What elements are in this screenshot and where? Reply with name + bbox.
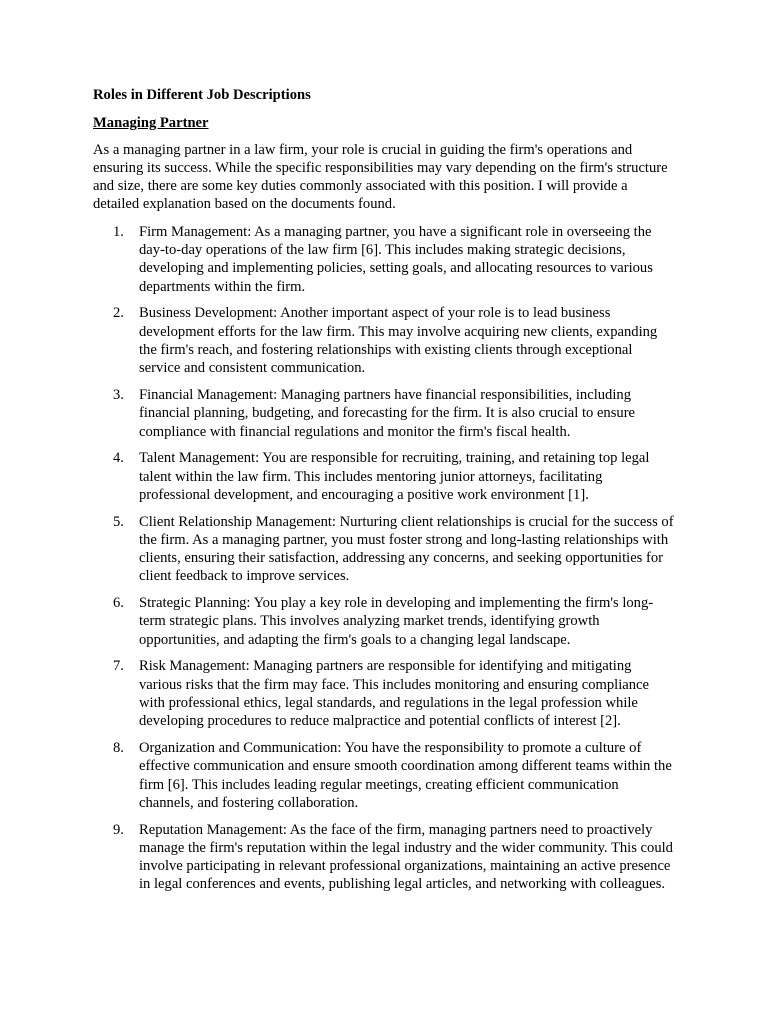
list-item-number: 1. bbox=[113, 223, 124, 240]
list-item bbox=[93, 386, 675, 441]
list-item-text: Financial Management: Managing partners have financial responsibilities, including financial planning, budgeting, and forecasting for the firm. It is also crucial to ensure compliance with financial regulations and monitor the firm's fiscal health. bbox=[139, 386, 636, 440]
list-item-number: 2. bbox=[113, 305, 124, 322]
list-item-text: Reputation Management: As the face of the firm, managing partners need to proactively manage the firm's reputation within the legal industry and the wider community. This could involve participating in relevant professional organizations, maintaining an active presence in legal conferences and events, publishing legal articles, and networking with colleagues. bbox=[139, 821, 673, 893]
list-item bbox=[93, 594, 675, 649]
list-item-number: 8. bbox=[113, 739, 124, 756]
list-item bbox=[93, 304, 675, 377]
document-title: Roles in Different Job Descriptions bbox=[93, 87, 311, 103]
list-item-text: Organization and Communication: You have the responsibility to promote a culture of effective communication and ensure smooth coordination among different teams within the firm [6]. This includes leading regular meetings, creating efficient communication channels, and fostering collaboration. bbox=[139, 739, 672, 811]
list-item-text: Talent Management: You are responsible for recruiting, training, and retaining top legal talent within the law firm. This includes mentoring junior attorneys, facilitating professional development, and encouraging a positive work environment [1]. bbox=[139, 450, 650, 503]
list-item-number: 4. bbox=[113, 450, 124, 467]
document-body bbox=[93, 86, 675, 902]
list-item-number: 6. bbox=[113, 595, 124, 612]
list-item-number: 9. bbox=[113, 821, 124, 838]
list-item-text: Business Development: Another important aspect of your role is to lead business development efforts for the law firm. This may involve acquiring new clients, expanding the firm's reach, and fostering relationships with existing clients through exceptional service and consistent communication. bbox=[139, 305, 658, 377]
list-item-text: Client Relationship Management: Nurturing client relationships is crucial for the success of the firm. As a managing partner, you must foster strong and long-lasting relationships with clients, ensuring their satisfaction, addressing any concerns, and seeking opportunities for client feedback to improve services. bbox=[139, 513, 674, 585]
list-item-number: 3. bbox=[113, 386, 124, 403]
duties-list bbox=[93, 223, 675, 894]
list-item-text: Risk Management: Managing partners are responsible for identifying and mitigating various risks that the firm may face. This includes monitoring and ensuring compliance with professional ethics, legal standards, and regulations in the legal profession while developing procedures to reduce malpractice and potential conflicts of interest [2]. bbox=[139, 658, 649, 730]
list-item bbox=[93, 821, 675, 894]
section-title: Managing Partner bbox=[93, 115, 209, 132]
list-item-number: 7. bbox=[113, 658, 124, 675]
list-item bbox=[93, 223, 675, 296]
list-item bbox=[93, 449, 675, 504]
list-item bbox=[93, 513, 675, 586]
list-item-number: 5. bbox=[113, 513, 124, 530]
list-item bbox=[93, 657, 675, 730]
list-item-text: Firm Management: As a managing partner, you have a significant role in overseeing the day-to-day operations of the law firm [6]. This includes making strategic decisions, developing and implementing policies, setting goals, and allocating resources to various departments within the firm. bbox=[139, 223, 653, 295]
list-item bbox=[93, 739, 675, 812]
list-item-text: Strategic Planning: You play a key role in developing and implementing the firm's long-term strategic plans. This involves analyzing market trends, identifying growth opportunities, and adapting the firm's goals to a changing legal landscape. bbox=[139, 595, 654, 648]
intro-paragraph: As a managing partner in a law firm, your role is crucial in guiding the firm's operations and ensuring its success. While the specific responsibilities may vary depending on the firm's structure and size, there are some key duties commonly associated with this position. I will provide a detailed explanation based on the documents found. bbox=[93, 141, 668, 213]
